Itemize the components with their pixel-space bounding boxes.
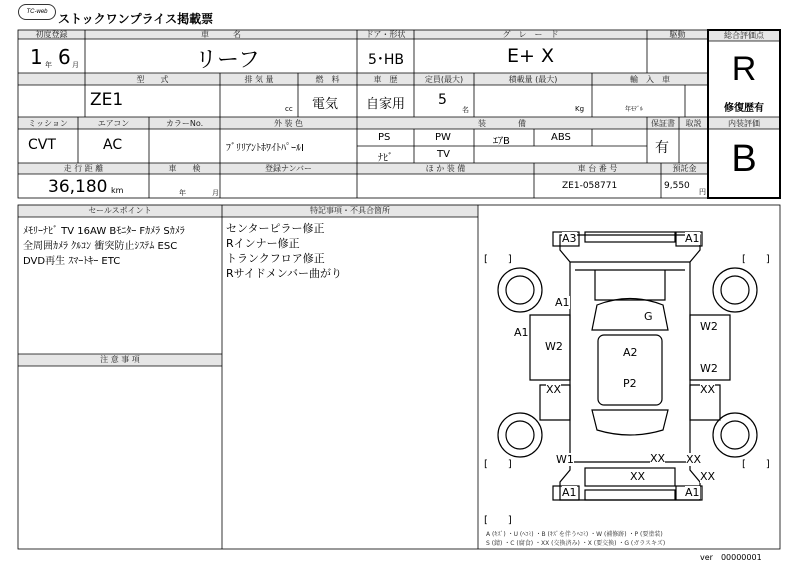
inspection-year-unit: 年 [179, 189, 186, 197]
damage-mark: XX [630, 470, 646, 483]
door-shape: 5･HB [368, 52, 405, 68]
sales-point-line: ﾒﾓﾘｰﾅﾋﾞ TV 16AW Bﾓﾆﾀｰ Fｶﾒﾗ Sｶﾒﾗ [23, 226, 185, 237]
import-model-year: 年ﾓﾃﾞﾙ [625, 106, 644, 113]
car-diagram [498, 232, 757, 500]
damage-mark: W1 [556, 453, 574, 466]
bracket-mark: [ ] [484, 515, 512, 526]
damage-mark: XX [700, 383, 716, 396]
sales-point-line: 全周囲ｶﾒﾗ ｸﾙｺﾝ 衝突防止ｼｽﾃﾑ ESC [23, 241, 178, 252]
label-registration: 初度登録 [35, 30, 68, 39]
damage-mark: A1 [555, 296, 570, 309]
overall-rating: R [731, 50, 757, 88]
bracket-mark: [ ] [742, 254, 770, 265]
label-history: 車 歴 [373, 75, 398, 84]
registration-year-unit: 年 [45, 61, 52, 69]
repair-history-note: 修復歴有 [724, 103, 764, 114]
damage-mark: G [644, 310, 653, 323]
label-plate: 登録ナンバー [264, 164, 313, 173]
bracket-mark: [ ] [484, 254, 512, 265]
model: ZE1 [90, 90, 124, 110]
damage-mark: W2 [545, 340, 563, 353]
damage-mark: XX [650, 452, 666, 465]
label-displacement: 排 気 量 [244, 75, 274, 84]
capacity-unit: 名 [462, 106, 469, 114]
label-door-shape: ドア・形状 [365, 30, 406, 39]
label-mileage: 走 行 距 離 [63, 164, 104, 173]
equipment-airbag: ｴｱB [493, 136, 510, 147]
label-overall-rating: 総合評価点 [724, 31, 764, 40]
legend-line: S (錆) ・C (腐食) ・XX (交換済み) ・X (要交換) ・G (ガラスキズ) [486, 540, 666, 547]
label-manual: 取説 [685, 119, 702, 128]
label-inspection: 車 検 [168, 164, 201, 173]
remark-line: Rサイドメンバー曲がり [226, 267, 342, 280]
label-interior-rating: 内装評価 [728, 119, 760, 128]
car-name: リーフ [195, 48, 260, 73]
remark-line: センターピラー修正 [226, 222, 325, 235]
chassis-no: ZE1-058771 [562, 181, 618, 191]
grade: E+ X [507, 45, 554, 67]
label-car-name: 車 名 [201, 30, 241, 39]
deposit-unit: 円 [699, 188, 706, 196]
label-import: 輸 入 車 [630, 75, 670, 84]
registration-month: 6 [58, 45, 71, 69]
damage-mark: XX [546, 383, 562, 396]
logo: TC-web [18, 4, 56, 20]
label-load: 積載量 (最大) [508, 75, 558, 84]
inspection-month-unit: 月 [212, 189, 219, 197]
label-grade: グ レ ー ド [502, 30, 559, 39]
damage-mark: A1 [685, 486, 700, 499]
label-chassis-no: 車 台 番 号 [577, 164, 618, 173]
label-caution: 注 意 事 項 [100, 355, 140, 364]
registration-year: 1 [30, 45, 43, 69]
warranty: 有 [655, 140, 669, 156]
label-color-no: カラーNo. [165, 119, 204, 128]
damage-mark: A2 [623, 346, 638, 359]
label-model: 型 式 [136, 75, 169, 84]
label-remarks: 特記事項・不具合箇所 [310, 206, 390, 215]
history: 自家用 [366, 97, 406, 112]
label-aircon: エアコン [97, 119, 130, 128]
sales-point-line: DVD再生 ｽﾏｰﾄｷｰ ETC [23, 256, 121, 267]
label-sales-points: セールスポイント [88, 206, 152, 215]
capacity: 5 [438, 92, 447, 108]
fuel: 電気 [312, 97, 339, 112]
load-unit: Kg [575, 105, 585, 113]
equipment-tv: TV [437, 149, 450, 160]
mileage-unit: km [111, 186, 124, 195]
registration-month-unit: 月 [72, 61, 79, 69]
damage-mark: XX [700, 470, 716, 483]
equipment-pw: PW [435, 132, 451, 143]
interior-rating: B [731, 138, 757, 180]
damage-mark: A1 [562, 486, 577, 499]
remark-line: Rインナー修正 [226, 237, 300, 250]
bracket-mark: [ ] [742, 459, 770, 470]
equipment-navi: ﾅﾋﾞ [378, 153, 393, 164]
label-other-equipment: ほ か 装 備 [425, 164, 466, 173]
legend-line: A (ｷｽﾞ) ・U (ﾍｺﾐ) ・B (ｷｽﾞを伴うﾍｺﾐ) ・W (補修跡) ・P (要塗装) [486, 531, 663, 538]
damage-mark: A3 [562, 232, 577, 245]
exterior-color: ﾌﾞﾘﾘｱﾝﾄﾎﾜｲﾄﾊﾟｰﾙⅠ [226, 143, 304, 154]
mission: CVT [28, 137, 56, 153]
damage-mark: W2 [700, 320, 718, 333]
damage-mark: W2 [700, 362, 718, 375]
equipment-abs: ABS [551, 132, 571, 143]
damage-mark: XX [686, 453, 702, 466]
damage-mark: A1 [514, 326, 529, 339]
version-label: ver 00000001 [700, 553, 762, 562]
remark-line: トランクフロア修正 [226, 252, 325, 265]
damage-mark: A1 [685, 232, 700, 245]
mileage: 36,180 [48, 177, 108, 197]
damage-mark: P2 [623, 377, 637, 390]
label-drive: 駆動 [669, 30, 686, 39]
label-warranty: 保証書 [651, 119, 675, 128]
label-mission: ミッション [28, 119, 68, 128]
displacement-unit: cc [285, 105, 293, 113]
label-exterior-color: 外 装 色 [273, 119, 304, 128]
label-capacity: 定員(最大) [424, 75, 464, 84]
label-deposit: 預託金 [672, 164, 697, 173]
equipment-ps: PS [378, 132, 391, 143]
label-fuel: 燃 料 [315, 75, 340, 84]
aircon: AC [103, 137, 123, 153]
deposit: 9,550 [664, 181, 690, 191]
bracket-mark: [ ] [484, 459, 512, 470]
page-title: ストックワンプライス掲載票 [58, 12, 214, 26]
label-equipment: 装 備 [478, 119, 526, 128]
